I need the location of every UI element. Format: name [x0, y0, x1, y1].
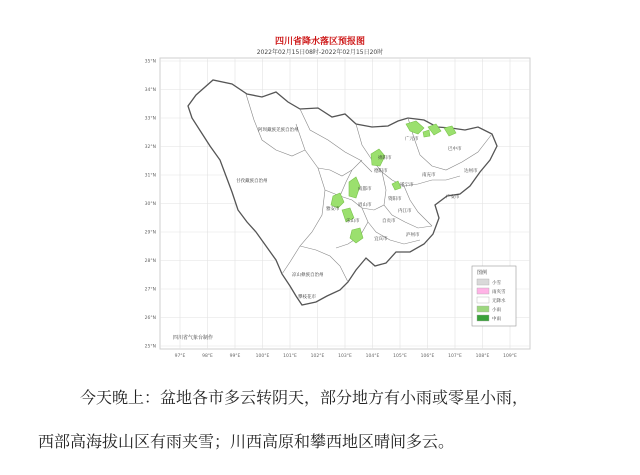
- legend-swatch: [477, 315, 489, 321]
- forecast-text-line2: 西部高海拔山区有雨夹雪；川西高原和攀西地区晴间多云。: [38, 432, 455, 451]
- longitude-label: 104°E: [365, 354, 380, 359]
- legend-label: 中雨: [492, 317, 501, 322]
- region-label: 自贡市: [382, 219, 396, 224]
- region-label: 巴中市: [448, 147, 462, 152]
- latitude-label: 25°N: [144, 344, 156, 350]
- forecast-text-line1: 今天晚上：盆地各市多云转阴天，部分地方有小雨或零星小雨，: [80, 388, 529, 407]
- legend-swatch: [477, 288, 489, 294]
- longitude-label: 101°E: [283, 354, 297, 359]
- latitude-label: 31°N: [144, 173, 156, 179]
- region-label: 眉山市: [358, 203, 372, 208]
- region-label: 泸州市: [406, 233, 420, 238]
- region-label: 德阳市: [374, 169, 388, 174]
- region-label: 宜宾市: [374, 237, 388, 242]
- longitude-label: 99°E: [229, 354, 241, 359]
- region-label: 遂宁市: [400, 183, 414, 188]
- legend-label: 雨夹雪: [492, 290, 506, 295]
- latitude-label: 34°N: [144, 88, 156, 93]
- region-label: 凉山彝族自治州: [292, 273, 324, 278]
- longitude-label: 103°E: [338, 354, 352, 359]
- legend-label: 小雪: [492, 281, 501, 286]
- legend-swatch: [477, 297, 489, 303]
- longitude-label: 102°E: [310, 354, 325, 359]
- map-period: 2022年02月15日08时-2022年02月15日20时: [256, 49, 384, 56]
- region-label: 雅安市: [326, 207, 340, 212]
- map-title: 四川省降水落区预报图: [274, 37, 365, 47]
- map-legend: [472, 266, 516, 326]
- region-label: 广元市: [405, 137, 419, 142]
- latitude-label: 30°N: [144, 202, 156, 207]
- region-label: 南充市: [422, 173, 436, 178]
- region-label: 内江市: [398, 209, 412, 214]
- latitude-label: 27°N: [144, 287, 156, 293]
- longitude-label: 106°E: [420, 354, 435, 359]
- longitude-label: 100°E: [255, 354, 270, 359]
- legend-title: 图例: [477, 270, 488, 276]
- latitude-label: 28°N: [144, 259, 156, 264]
- latitude-label: 35°N: [144, 59, 156, 65]
- region-label: 资阳市: [388, 197, 402, 202]
- longitude-label: 109°E: [503, 354, 517, 359]
- region-label: 甘孜藏族自治州: [236, 179, 268, 184]
- longitude-labels: [175, 353, 517, 359]
- map-credit: 四川省气象台制作: [173, 335, 214, 341]
- region-label: 成都市: [358, 187, 372, 192]
- latitude-labels: [145, 59, 156, 350]
- region-label: 广安市: [446, 195, 460, 200]
- longitude-label: 107°E: [448, 354, 462, 359]
- region-label: 攀枝花市: [298, 295, 316, 300]
- latitude-label: 32°N: [144, 145, 156, 150]
- legend-swatch: [477, 279, 489, 285]
- longitude-label: 105°E: [393, 354, 407, 359]
- longitude-label: 98°E: [202, 354, 213, 359]
- region-label: 阿坝藏族羌族自治州: [258, 128, 299, 133]
- latitude-label: 29°N: [144, 230, 156, 236]
- legend-swatch: [477, 306, 489, 312]
- region-label: 绵阳市: [378, 156, 392, 161]
- latitude-label: 26°N: [144, 316, 156, 321]
- region-label: 达州市: [464, 169, 478, 174]
- region-label: 乐山市: [346, 219, 360, 224]
- longitude-label: 108°E: [475, 354, 490, 359]
- legend-label: 无降水: [492, 299, 506, 304]
- longitude-label: 97°E: [174, 354, 186, 359]
- legend-label: 小雨: [492, 308, 501, 313]
- latitude-label: 33°N: [144, 116, 156, 122]
